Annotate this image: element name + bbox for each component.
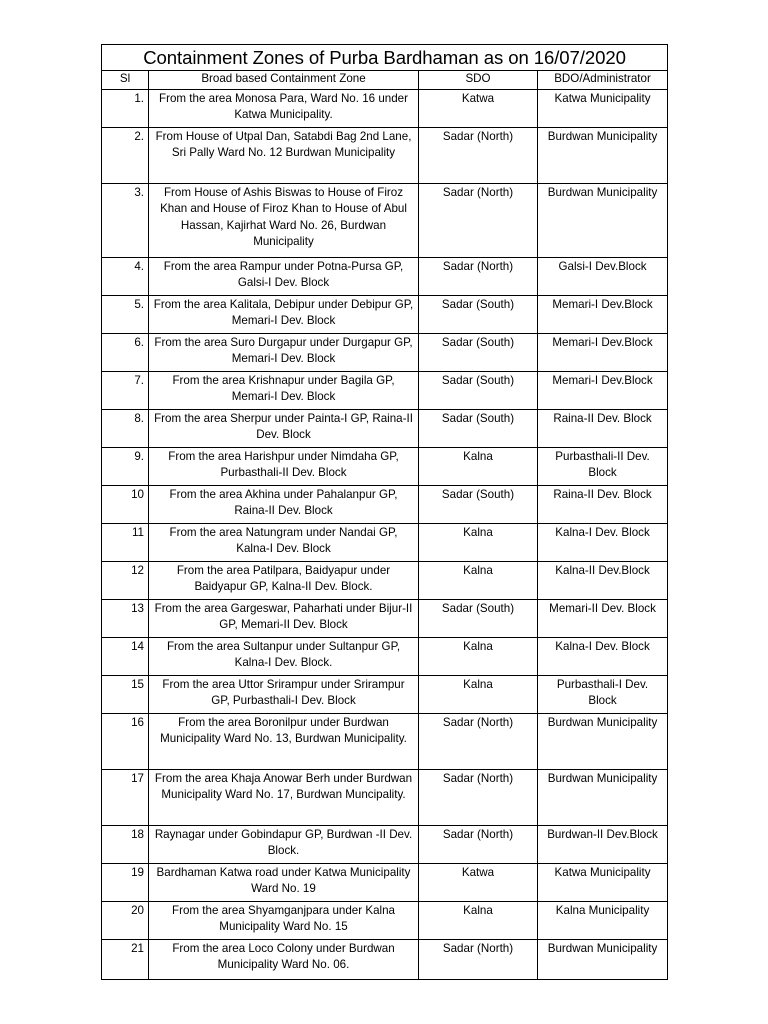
- cell-bdo: Memari-II Dev. Block: [538, 599, 668, 637]
- table-row: [102, 127, 668, 183]
- cell-sl: 21: [102, 939, 149, 979]
- cell-sl: 5.: [102, 295, 149, 333]
- table-body: [102, 89, 668, 979]
- cell-sdo: Sadar (South): [419, 485, 538, 523]
- cell-zone: From the area Khaja Anowar Berh under Burdwan Municipality Ward No. 17, Burdwan Muncipality.: [149, 769, 419, 825]
- table-row: [102, 371, 668, 409]
- cell-zone: From the area Natungram under Nandai GP, Kalna-I Dev. Block: [149, 523, 419, 561]
- table-row: [102, 769, 668, 825]
- cell-zone: Raynagar under Gobindapur GP, Burdwan -II Dev. Block.: [149, 825, 419, 863]
- cell-bdo: Kalna-I Dev. Block: [538, 637, 668, 675]
- cell-sdo: Sadar (South): [419, 599, 538, 637]
- cell-bdo: Burdwan Municipality: [538, 713, 668, 769]
- cell-sl: 8.: [102, 409, 149, 447]
- cell-sdo: Kalna: [419, 447, 538, 485]
- cell-bdo: Memari-I Dev.Block: [538, 371, 668, 409]
- header-sl: Sl: [102, 71, 149, 90]
- cell-bdo: Kalna-II Dev.Block: [538, 561, 668, 599]
- cell-zone: From the area Suro Durgapur under Durgapur GP, Memari-I Dev. Block: [149, 333, 419, 371]
- cell-zone: From the area Akhina under Pahalanpur GP, Raina-II Dev. Block: [149, 485, 419, 523]
- table-row: [102, 89, 668, 127]
- cell-bdo: Burdwan Municipality: [538, 183, 668, 257]
- cell-zone: From the area Harishpur under Nimdaha GP, Purbasthali-II Dev. Block: [149, 447, 419, 485]
- cell-bdo: Kalna-I Dev. Block: [538, 523, 668, 561]
- table-row: [102, 599, 668, 637]
- table-row: [102, 333, 668, 371]
- cell-sdo: Sadar (North): [419, 127, 538, 183]
- table-row: [102, 675, 668, 713]
- cell-sl: 18: [102, 825, 149, 863]
- cell-sdo: Kalna: [419, 561, 538, 599]
- table-row: [102, 637, 668, 675]
- cell-zone: From the area Sultanpur under Sultanpur GP, Kalna-I Dev. Block.: [149, 637, 419, 675]
- cell-bdo: Purbasthali-II Dev. Block: [538, 447, 668, 485]
- table-row: [102, 561, 668, 599]
- cell-sdo: Sadar (North): [419, 713, 538, 769]
- cell-sl: 13: [102, 599, 149, 637]
- cell-sdo: Kalna: [419, 523, 538, 561]
- cell-zone: From the area Boronilpur under Burdwan Municipality Ward No. 13, Burdwan Municipality.: [149, 713, 419, 769]
- cell-sdo: Sadar (North): [419, 825, 538, 863]
- cell-sl: 6.: [102, 333, 149, 371]
- cell-zone: From the area Gargeswar, Paharhati under Bijur-II GP, Memari-II Dev. Block: [149, 599, 419, 637]
- cell-bdo: Burdwan-II Dev.Block: [538, 825, 668, 863]
- cell-sdo: Sadar (South): [419, 295, 538, 333]
- cell-zone: From the area Kalitala, Debipur under Debipur GP, Memari-I Dev. Block: [149, 295, 419, 333]
- cell-zone: From the area Patilpara, Baidyapur under Baidyapur GP, Kalna-II Dev. Block.: [149, 561, 419, 599]
- cell-bdo: Raina-II Dev. Block: [538, 409, 668, 447]
- cell-sl: 12: [102, 561, 149, 599]
- cell-sl: 14: [102, 637, 149, 675]
- cell-bdo: Kalna Municipality: [538, 901, 668, 939]
- cell-sl: 15: [102, 675, 149, 713]
- cell-sl: 3.: [102, 183, 149, 257]
- document-page: [101, 44, 667, 980]
- cell-sdo: Sadar (North): [419, 183, 538, 257]
- cell-zone: From the area Uttor Srirampur under Srirampur GP, Purbasthali-I Dev. Block: [149, 675, 419, 713]
- cell-sdo: Kalna: [419, 901, 538, 939]
- cell-bdo: Memari-I Dev.Block: [538, 295, 668, 333]
- cell-bdo: Katwa Municipality: [538, 89, 668, 127]
- cell-sdo: Katwa: [419, 863, 538, 901]
- table-row: [102, 183, 668, 257]
- cell-sl: 7.: [102, 371, 149, 409]
- table-row: [102, 295, 668, 333]
- document-title: Containment Zones of Purba Bardhaman as on 16/07/2020: [102, 45, 668, 71]
- title-row: [102, 45, 668, 71]
- cell-sdo: Sadar (North): [419, 769, 538, 825]
- cell-sdo: Sadar (North): [419, 939, 538, 979]
- cell-zone: From the area Shyamganjpara under Kalna Municipality Ward No. 15: [149, 901, 419, 939]
- table-row: [102, 409, 668, 447]
- cell-sl: 9.: [102, 447, 149, 485]
- cell-bdo: Katwa Municipality: [538, 863, 668, 901]
- header-zone: Broad based Containment Zone: [149, 71, 419, 90]
- cell-bdo: Burdwan Municipality: [538, 127, 668, 183]
- cell-zone: From the area Sherpur under Painta-I GP, Raina-II Dev. Block: [149, 409, 419, 447]
- table-row: [102, 825, 668, 863]
- cell-zone: From the area Rampur under Potna-Pursa GP, Galsi-I Dev. Block: [149, 257, 419, 295]
- cell-sl: 19: [102, 863, 149, 901]
- header-sdo: SDO: [419, 71, 538, 90]
- table-row: [102, 447, 668, 485]
- table-row: [102, 523, 668, 561]
- containment-zones-table: [101, 44, 668, 980]
- table-row: [102, 485, 668, 523]
- cell-sl: 16: [102, 713, 149, 769]
- cell-sdo: Katwa: [419, 89, 538, 127]
- cell-zone: From the area Krishnapur under Bagila GP, Memari-I Dev. Block: [149, 371, 419, 409]
- cell-bdo: Memari-I Dev.Block: [538, 333, 668, 371]
- cell-bdo: Galsi-I Dev.Block: [538, 257, 668, 295]
- cell-zone: From House of Utpal Dan, Satabdi Bag 2nd Lane, Sri Pally Ward No. 12 Burdwan Municipality: [149, 127, 419, 183]
- cell-sdo: Sadar (South): [419, 371, 538, 409]
- cell-sl: 1.: [102, 89, 149, 127]
- cell-zone: From the area Monosa Para, Ward No. 16 under Katwa Municipality.: [149, 89, 419, 127]
- cell-sl: 10: [102, 485, 149, 523]
- table-row: [102, 713, 668, 769]
- cell-sl: 2.: [102, 127, 149, 183]
- table-row: [102, 901, 668, 939]
- table-row: [102, 863, 668, 901]
- cell-bdo: Burdwan Municipality: [538, 769, 668, 825]
- cell-sdo: Kalna: [419, 675, 538, 713]
- cell-sdo: Kalna: [419, 637, 538, 675]
- cell-sl: 4.: [102, 257, 149, 295]
- cell-sl: 17: [102, 769, 149, 825]
- table-row: [102, 939, 668, 979]
- cell-sl: 20: [102, 901, 149, 939]
- cell-bdo: Purbasthali-I Dev. Block: [538, 675, 668, 713]
- table-row: [102, 257, 668, 295]
- cell-sdo: Sadar (South): [419, 409, 538, 447]
- cell-zone: Bardhaman Katwa road under Katwa Municipality Ward No. 19: [149, 863, 419, 901]
- cell-sdo: Sadar (South): [419, 333, 538, 371]
- cell-bdo: Burdwan Municipality: [538, 939, 668, 979]
- header-row: [102, 71, 668, 90]
- cell-bdo: Raina-II Dev. Block: [538, 485, 668, 523]
- cell-zone: From the area Loco Colony under Burdwan Municipality Ward No. 06.: [149, 939, 419, 979]
- cell-sl: 11: [102, 523, 149, 561]
- header-bdo: BDO/Administrator: [538, 71, 668, 90]
- cell-sdo: Sadar (North): [419, 257, 538, 295]
- cell-zone: From House of Ashis Biswas to House of Firoz Khan and House of Firoz Khan to House of Abul Hassan, Kajirhat Ward No. 26, Burdwan Municipality: [149, 183, 419, 257]
